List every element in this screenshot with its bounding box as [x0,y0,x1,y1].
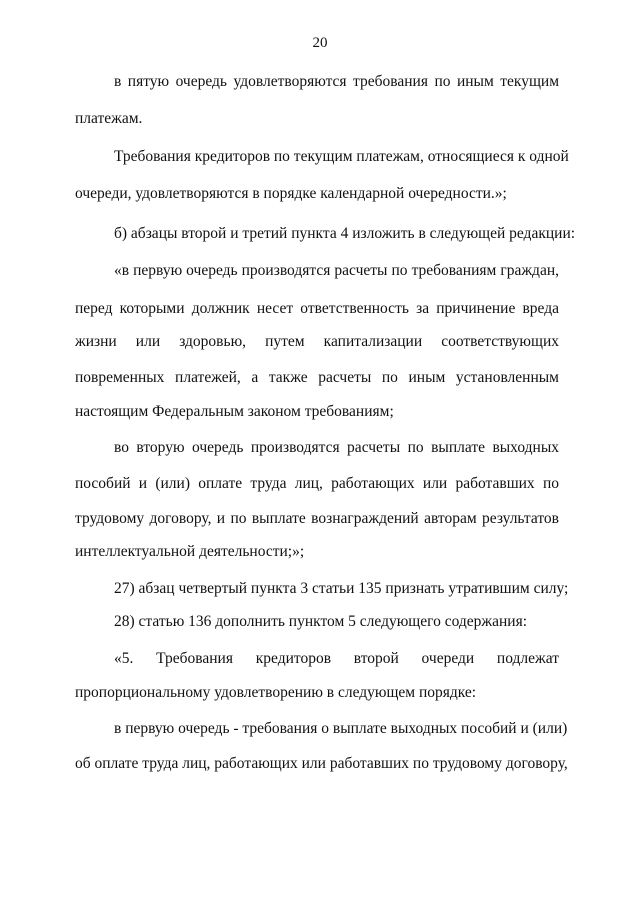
text-line: настоящим Федеральным законом требованиям; [75,403,394,420]
text-line: перед которыми должник несет ответственность за причинение вреда [75,300,559,317]
text-line: пособий и (или) оплате труда лиц, работающих или работавших по [75,475,559,492]
text-line: в пятую очередь удовлетворяются требования по иным текущим [114,73,559,90]
text-line: пропорциональному удовлетворению в следующем порядке: [75,684,477,701]
text-line: 27) абзац четвертый пункта 3 статьи 135 признать утратившим силу; [114,580,569,597]
text-line: в первую очередь - требования о выплате выходных пособий и (или) [114,720,568,737]
text-line: во вторую очередь производятся расчеты по выплате выходных [114,439,559,456]
page-number: 20 [312,35,328,51]
text-line: очереди, удовлетворяются в порядке календарной очередности.»; [75,185,507,202]
text-line: «5. Требования кредиторов второй очереди подлежат [114,650,559,667]
text-line: Требования кредиторов по текущим платежам, относящиеся к одной [114,148,569,165]
text-line: повременных платежей, а также расчеты по иным установленным [75,369,559,386]
text-line: платежам. [75,110,143,127]
text-line: трудовому договору, и по выплате вознаграждений авторам результатов [75,510,559,527]
text-line: жизни или здоровью, путем капитализации соответствующих [75,333,559,350]
text-line: об оплате труда лиц, работающих или работавших по трудовому договору, [75,755,568,772]
text-line: «в первую очередь производятся расчеты по требованиям граждан, [114,262,559,279]
text-line: б) абзацы второй и третий пункта 4 изложить в следующей редакции: [114,225,576,242]
text-line: интеллектуальной деятельности;»; [75,543,305,560]
text-line: 28) статью 136 дополнить пунктом 5 следующего содержания: [114,613,528,630]
